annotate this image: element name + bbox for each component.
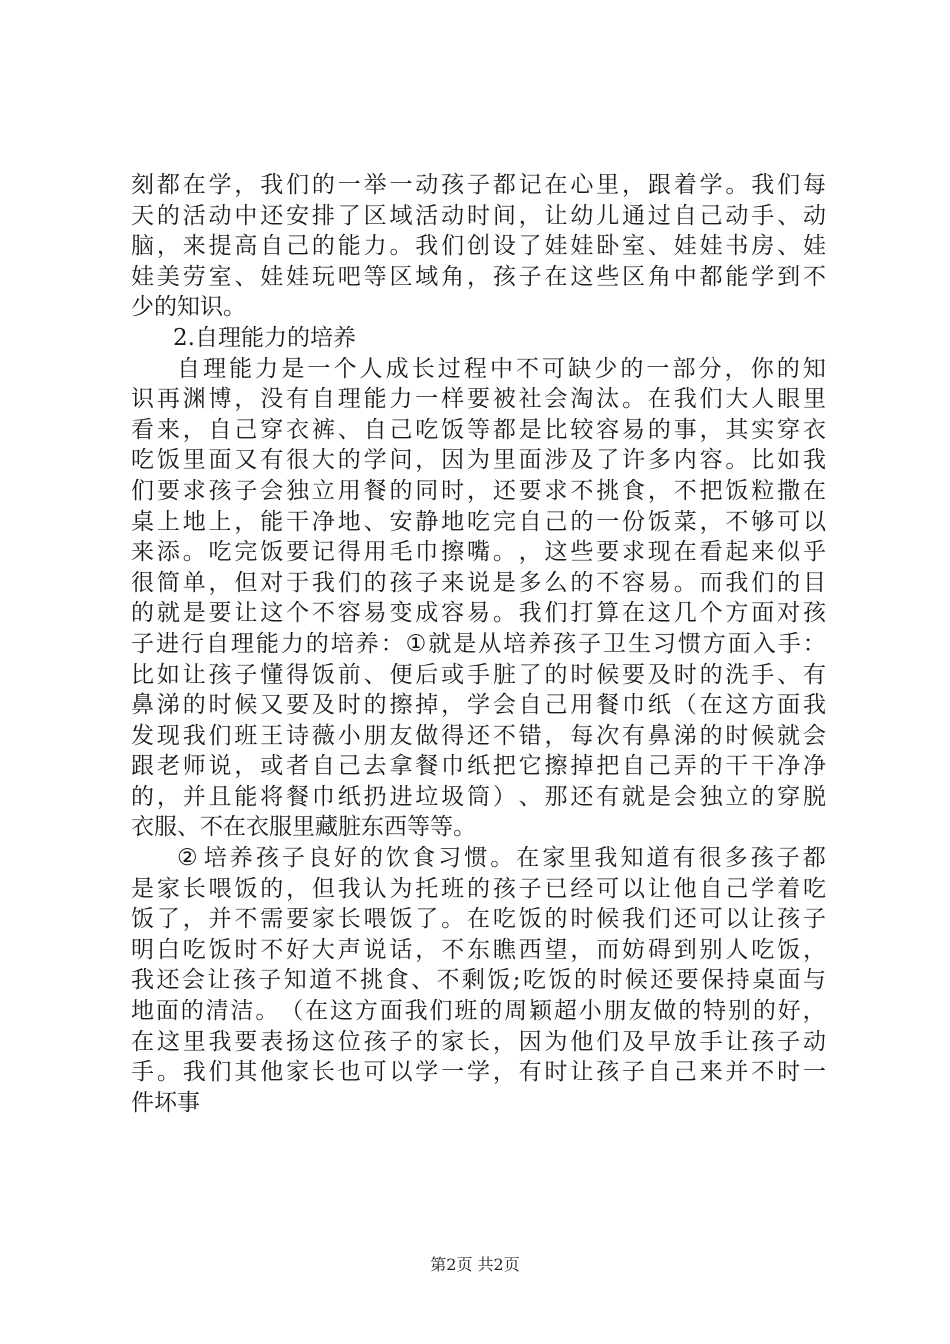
- text-line: ② 培 养 孩 子 良 好 的 饮 食 习 惯 。 在 家 里 我 知 道 有 很 多 孩 子 都: [177, 845, 826, 872]
- text-line: 娃 美 劳 室 、 娃 娃 玩 吧 等 区 域 角 ， 孩 子 在 这 些 区 角 中 都 能 学 到 不: [131, 263, 826, 290]
- text-line: 少的知识。: [131, 294, 246, 321]
- text-line: 脑 ， 来 提 高 自 己 的 能 力 。 我 们 创 设 了 娃 娃 卧 室 、 娃 娃 书 房 、 娃: [131, 233, 826, 260]
- text-line: 饭 了 ， 并 不 需 要 家 长 喂 饭 了 。 在 吃 饭 的 时 候 我 们 还 可 以 让 孩 子: [131, 906, 826, 933]
- text-line: 我 还 会 让 孩 子 知 道 不 挑 食 、 不 剩 饭 ; 吃 饭 的 时 候 还 要 保 持 桌 面 与: [131, 967, 826, 994]
- page-indicator: 第2页 共2页: [430, 1255, 520, 1274]
- text-line: 是 家 长 喂 饭 的 ， 但 我 认 为 托 班 的 孩 子 已 经 可 以 让 他 自 己 学 着 吃: [131, 875, 826, 902]
- text-line: 的 就 是 要 让 这 个 不 容 易 变 成 容 易 。 我 们 打 算 在 这 几 个 方 面 对 孩: [131, 600, 826, 627]
- text-line: 跟 老 师 说 ， 或 者 自 己 去 拿 餐 巾 纸 把 它 擦 掉 把 自 己 弄 的 干 干 净 净: [131, 753, 826, 780]
- text-line: 来 添 。 吃 完 饭 要 记 得 用 毛 巾 擦 嘴 。 ， 这 些 要 求 现 在 看 起 来 似 乎: [131, 539, 826, 566]
- text-line: 在 这 里 我 要 表 扬 这 位 孩 子 的 家 长 ， 因 为 他 们 及 早 放 手 让 孩 子 动: [131, 1028, 826, 1055]
- text-line: 鼻 涕 的 时 候 又 要 及 时 的 擦 掉 ， 学 会 自 己 用 餐 巾 纸 （ 在 这 方 面 我: [131, 692, 826, 719]
- text-line: 明 白 吃 饭 时 不 好 大 声 说 话 ， 不 东 瞧 西 望 ， 而 妨 碍 到 别 人 吃 饭 ，: [131, 936, 826, 963]
- text-line: 识 再 渊 博 ， 没 有 自 理 能 力 一 样 要 被 社 会 淘 汰 。 在 我 们 大 人 眼 里: [131, 386, 826, 413]
- text-line: 天 的 活 动 中 还 安 排 了 区 域 活 动 时 间 ， 让 幼 儿 通 过 自 己 动 手 、 动: [131, 202, 826, 229]
- text-line: 们 要 求 孩 子 会 独 立 用 餐 的 同 时 ， 还 要 求 不 挑 食 ， 不 把 饭 粒 撒 在: [131, 477, 826, 504]
- text-line: 刻 都 在 学 ， 我 们 的 一 举 一 动 孩 子 都 记 在 心 里 ， 跟 着 学 。 我 们 每: [131, 172, 826, 198]
- document-body: [131, 170, 826, 1118]
- text-line: 很 简 单 ， 但 对 于 我 们 的 孩 子 来 说 是 多 么 的 不 容 易 。 而 我 们 的 目: [131, 569, 826, 596]
- text-line: 比 如 让 孩 子 懂 得 饭 前 、 便 后 或 手 脏 了 的 时 候 要 及 时 的 洗 手 、 有: [131, 661, 826, 688]
- text-line: 自 理 能 力 是 一 个 人 成 长 过 程 中 不 可 缺 少 的 一 部 分 ， 你 的 知: [177, 355, 826, 382]
- section-heading: 2.自理能力的培养: [173, 324, 356, 351]
- text-line: 子 进 行 自 理 能 力 的 培 养 ： ① 就 是 从 培 养 孩 子 卫 生 习 惯 方 面 入 手 ：: [131, 630, 826, 657]
- page-footer: [0, 1252, 950, 1275]
- text-line: 桌 上 地 上 ， 能 干 净 地 、 安 静 地 吃 完 自 己 的 一 份 饭 菜 ， 不 够 可 以: [131, 508, 826, 535]
- text-line: 地 面 的 清 洁 。 （ 在 这 方 面 我 们 班 的 周 颖 超 小 朋 友 做 的 特 别 的 好 ，: [131, 998, 826, 1025]
- text-line: 手 。 我 们 其 他 家 长 也 可 以 学 一 学 ， 有 时 让 孩 子 自 己 来 并 不 时 一: [131, 1059, 826, 1086]
- text-line: 件坏事: [131, 1089, 200, 1116]
- text-line: 发 现 我 们 班 王 诗 薇 小 朋 友 做 得 还 不 错 ， 每 次 有 鼻 涕 的 时 候 就 会: [131, 722, 826, 749]
- text-line: 的 ， 并 且 能 将 餐 巾 纸 扔 进 垃 圾 筒 ） 、 那 还 有 就 是 会 独 立 的 穿 脱: [131, 783, 826, 810]
- text-line: 看 来 ， 自 己 穿 衣 裤 、 自 己 吃 饭 等 都 是 比 较 容 易 的 事 ， 其 实 穿 衣: [131, 416, 826, 443]
- text-line: 吃 饭 里 面 又 有 很 大 的 学 问 ， 因 为 里 面 涉 及 了 许 多 内 容 。 比 如 我: [131, 447, 826, 474]
- text-line: 衣服、不在衣服里藏脏东西等等。: [131, 814, 476, 841]
